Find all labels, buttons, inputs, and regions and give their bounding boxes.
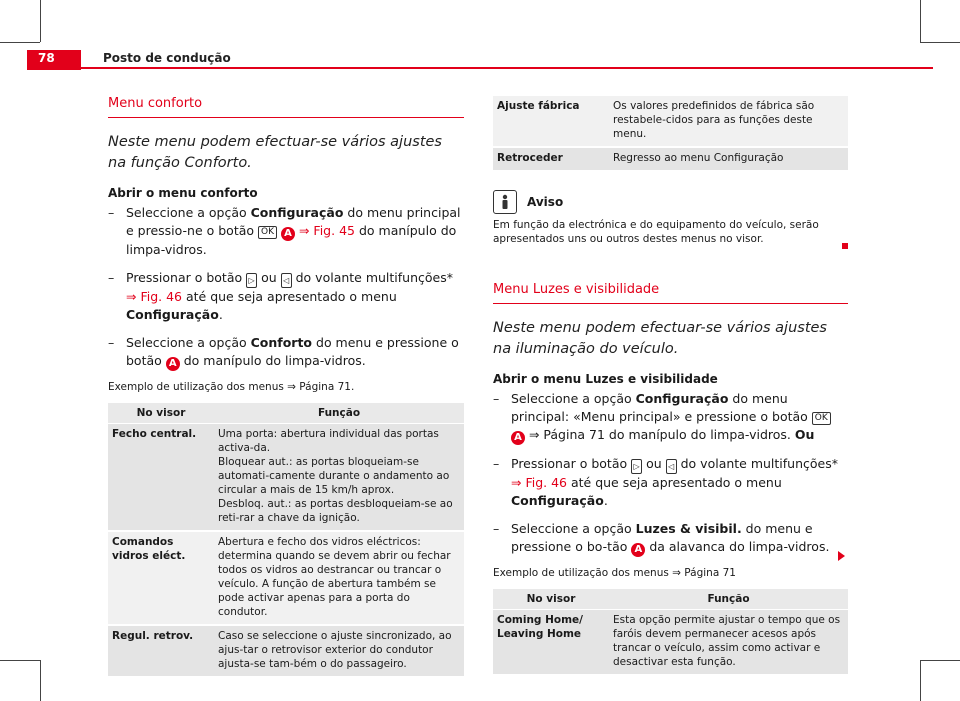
- table-row: [493, 610, 848, 676]
- menu-table: [493, 589, 848, 676]
- left-arrow-button-icon: ◁: [281, 273, 292, 288]
- info-hand-icon: [493, 190, 517, 214]
- procedure-step: – Seleccione a opção Configuração do menu principal: «Menu principal» e pressione o botão OK A ⇒ Página 71 do manípulo do limpa-vidros. Ou: [493, 390, 848, 445]
- table-cell-key: Fecho central.: [108, 424, 214, 532]
- continue-marker: [838, 550, 845, 564]
- left-arrow-button-icon: ◁: [666, 459, 677, 474]
- table-cell-key: Ajuste fábrica: [493, 96, 609, 147]
- menu-table-continued: [493, 96, 848, 172]
- warning-title: Aviso: [493, 190, 848, 214]
- section-end-marker: [842, 243, 848, 249]
- crop-mark: [920, 660, 921, 701]
- section-heading: Menu Luzes e visibilidade: [493, 282, 848, 304]
- table-cell-key: Retroceder: [493, 147, 609, 171]
- procedure-step: – Seleccione a opção Conforto do menu e pressione o botão A do manípulo do limpa-vidros.: [108, 335, 459, 369]
- section-lead: Neste menu podem efectuar-se vários ajustes na função Conforto.: [108, 134, 442, 171]
- column-header: No visor: [108, 403, 214, 424]
- crop-mark: [0, 42, 40, 43]
- procedure-title: Abrir o menu Luzes e visibilidade: [493, 372, 718, 386]
- figure-link[interactable]: ⇒ Fig. 45: [298, 223, 355, 238]
- table-cell-value: Caso se seleccione o ajuste sincronizado, ao ajus-tar o retrovisor exterior do condutor ajusta-se tam-bém o do passageiro.: [214, 625, 464, 677]
- column-header: Função: [609, 589, 848, 610]
- page-number: 78: [38, 51, 55, 65]
- warning-text: Em função da electrónica e do equipamento do veículo, serão apresentados uns ou outros destes menus no visor.: [493, 219, 819, 245]
- example-note: Exemplo de utilização dos menus ⇒ Página 71: [493, 567, 736, 579]
- crop-mark: [40, 0, 41, 42]
- menu-table: [108, 403, 464, 678]
- column-header: No visor: [493, 589, 609, 610]
- table-row: [493, 96, 848, 147]
- right-arrow-button-icon: ▷: [631, 459, 642, 474]
- left-column: [108, 96, 464, 678]
- example-note: Exemplo de utilização dos menus ⇒ Página 71.: [108, 381, 355, 393]
- crop-mark: [920, 660, 960, 661]
- table-cell-key: Coming Home/ Leaving Home: [493, 610, 609, 676]
- procedure-step: – Seleccione a opção Luzes & visibil. do menu e pressione o bo-tão A da alavanca do limpa-vidros.: [493, 521, 830, 555]
- table-cell-value: Uma porta: abertura individual das portas activa-da. Bloquear aut.: as portas bloqueiam-se automati-camente durante o andamento ao circular a mais de 15 km/h aprox. Desbloq. aut.: as portas desbloqueiam-se ao reti-rar a chave da ignição.: [214, 424, 464, 532]
- a-button-icon: A: [631, 543, 645, 557]
- header-rule: [81, 67, 933, 69]
- chapter-title: Posto de condução: [103, 51, 231, 65]
- procedure-step: – Pressionar o botão ▷ ou ◁ do volante multifunções* ⇒ Fig. 46 até que seja apresentado o menu Configuração.: [493, 456, 838, 508]
- table-row: [493, 147, 848, 171]
- crop-mark: [920, 42, 960, 43]
- table-cell-value: Esta opção permite ajustar o tempo que os faróis devem permanecer acesos após trancar o veículo, assim como activar e desactivar esta função.: [609, 610, 848, 676]
- table-row: [108, 531, 464, 625]
- right-column: [493, 96, 848, 676]
- procedure-step: – Pressionar o botão ▷ ou ◁ do volante multifunções* ⇒ Fig. 46 até que seja apresentado o menu Configuração.: [108, 270, 453, 322]
- crop-mark: [40, 660, 41, 701]
- ok-button-icon: OK: [812, 412, 831, 425]
- column-header: Função: [214, 403, 464, 424]
- figure-link[interactable]: ⇒ Fig. 46: [511, 475, 567, 490]
- procedure-title: Abrir o menu conforto: [108, 186, 258, 200]
- table-row: [108, 625, 464, 677]
- table-cell-key: Regul. retrov.: [108, 625, 214, 677]
- figure-link[interactable]: ⇒ Fig. 46: [126, 289, 182, 304]
- a-button-icon: A: [511, 431, 525, 445]
- a-button-icon: A: [166, 357, 180, 371]
- crop-mark: [920, 0, 921, 42]
- table-cell-key: Comandos vidros eléct.: [108, 531, 214, 625]
- crop-mark: [0, 660, 40, 661]
- table-row: [108, 424, 464, 532]
- procedure-step: – Seleccione a opção Configuração do menu principal e pressio-ne o botão OK A ⇒ Fig. 45 do manípulo do limpa-vidros.: [108, 205, 461, 257]
- a-button-icon: A: [281, 227, 295, 241]
- ok-button-icon: OK: [258, 226, 277, 239]
- table-cell-value: Os valores predefinidos de fábrica são restabele-cidos para as funções deste menu.: [609, 96, 848, 147]
- table-cell-value: Regresso ao menu Configuração: [609, 147, 848, 171]
- right-arrow-button-icon: ▷: [246, 273, 257, 288]
- table-cell-value: Abertura e fecho dos vidros eléctricos: determina quando se devem abrir ou fechar todos os vidros ao destrancar ou trancar o veículo. A função de abertura também se pode activar apenas para a porta do condutor.: [214, 531, 464, 625]
- section-lead: Neste menu podem efectuar-se vários ajustes na iluminação do veículo.: [493, 320, 827, 357]
- section-heading: Menu conforto: [108, 96, 464, 118]
